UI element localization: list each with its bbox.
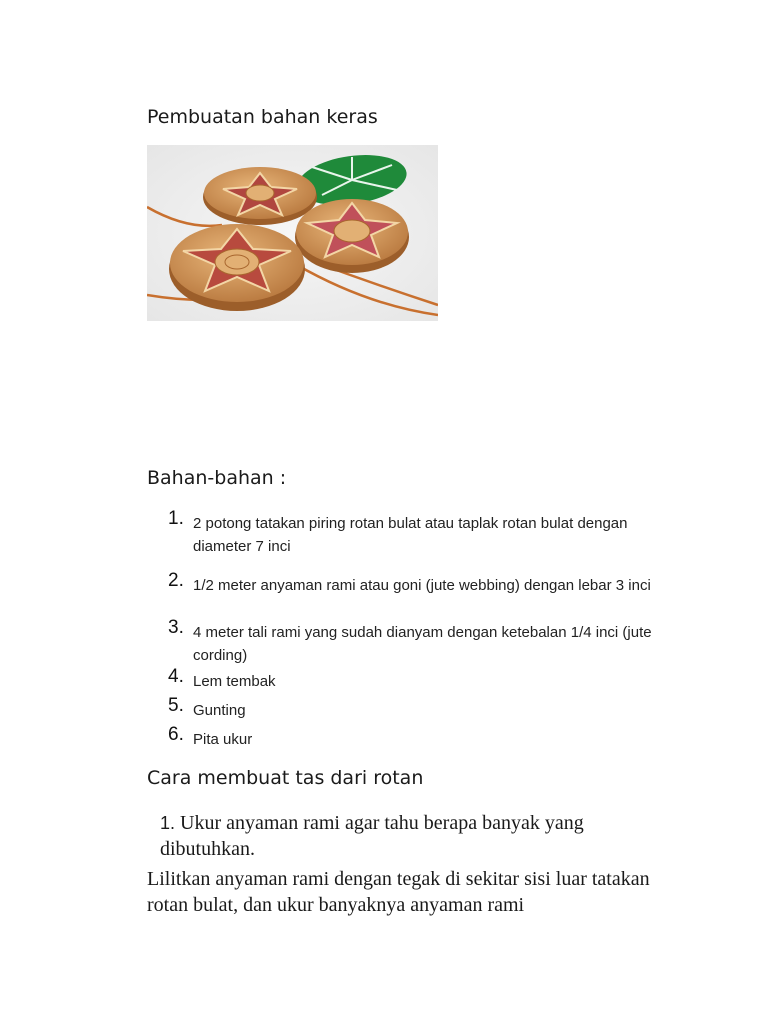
rattan-bag-right [295,199,409,273]
list-text: Lem tembak [193,673,276,690]
list-text: Pita ukur [193,731,253,748]
rattan-bags-photo [147,145,438,321]
step-number: 1. [160,813,176,833]
list-number: 5. [168,695,184,716]
list-number: 1. [168,508,184,529]
list-text: 1/2 meter anyaman rami atau goni (jute webbing) dengan lebar 3 inci [193,577,651,594]
list-number: 3. [168,617,184,638]
heading-pembuatan: Pembuatan bahan keras [147,106,378,128]
heading-cara: Cara membuat tas dari rotan [147,767,424,789]
step-text: Ukur anyaman rami agar tahu berapa banyak yang dibutuhkan. [160,812,584,860]
list-text: 2 potong tatakan piring rotan bulat atau taplak rotan bulat dengan diameter 7 inci [193,515,628,555]
list-number: 6. [168,724,184,745]
rattan-bag-back [203,167,317,225]
list-number: 2. [168,570,184,591]
list-text: Gunting [193,702,246,719]
list-number: 4. [168,666,184,687]
step-item [160,810,680,862]
list-text: 4 meter tali rami yang sudah dianyam dengan ketebalan 1/4 inci (jute cording) [193,624,652,664]
instruction-paragraph: Lilitkan anyaman rami dengan tegak di sekitar sisi luar tatakan rotan bulat, dan ukur banyaknya anyaman rami [147,868,650,916]
rattan-bag-front [169,224,305,311]
heading-bahan: Bahan-bahan : [147,467,287,489]
